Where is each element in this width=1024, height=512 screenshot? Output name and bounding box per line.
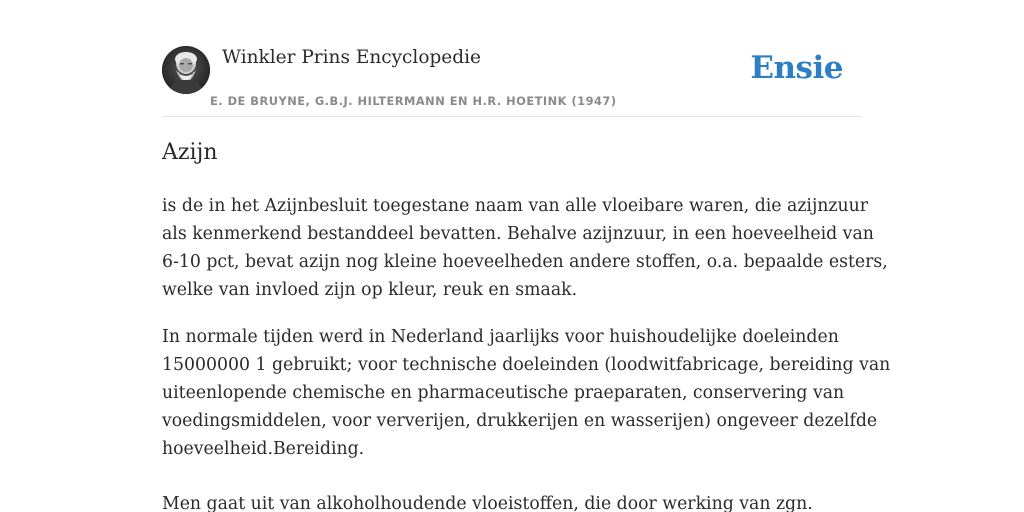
bearded-man-portrait-icon xyxy=(162,46,210,94)
paragraph-line: als kenmerkend bestanddeel bevatten. Behalve azijnzuur, in een hoeveelheid van xyxy=(162,224,874,244)
paragraph-line: hoeveelheid.Bereiding. xyxy=(162,439,365,459)
paragraph-line: voedingsmiddelen, voor ververijen, drukkerijen en wasserijen) ongeveer dezelfde xyxy=(162,411,878,431)
article-paragraph xyxy=(162,490,862,512)
paragraph-line: welke van invloed zijn op kleur, reuk en smaak. xyxy=(162,280,578,300)
article-body xyxy=(162,192,891,512)
article-title: Azijn xyxy=(162,140,218,165)
paragraph-line: Men gaat uit van alkoholhoudende vloeistoffen, die door werking van zgn. xyxy=(162,494,813,512)
site-header xyxy=(162,46,862,117)
paragraph-line: is de in het Azijnbesluit toegestane naam van alle vloeibare waren, die azijnzuur xyxy=(162,196,869,216)
paragraph-line: uiteenlopende chemische en pharmaceutische praeparaten, conservering van xyxy=(162,383,845,403)
ensie-logo[interactable]: Ensie xyxy=(750,50,843,86)
author-byline: E. DE BRUYNE, G.B.J. HILTERMANN EN H.R. HOETINK (1947) xyxy=(210,94,617,108)
site-title[interactable]: Winkler Prins Encyclopedie xyxy=(222,47,481,68)
paragraph-line: In normale tijden werd in Nederland jaarlijks voor huishoudelijke doeleinden xyxy=(162,327,839,347)
paragraph-line: 6-10 pct, bevat azijn nog kleine hoeveelheden andere stoffen, o.a. bepaalde esters, xyxy=(162,252,888,272)
article-paragraph xyxy=(162,192,888,304)
author-portrait-avatar xyxy=(162,46,210,94)
article-paragraph xyxy=(162,323,891,463)
paragraph-line: 15000000 1 gebruikt; voor technische doeleinden (loodwitfabricage, bereiding van xyxy=(162,355,891,375)
